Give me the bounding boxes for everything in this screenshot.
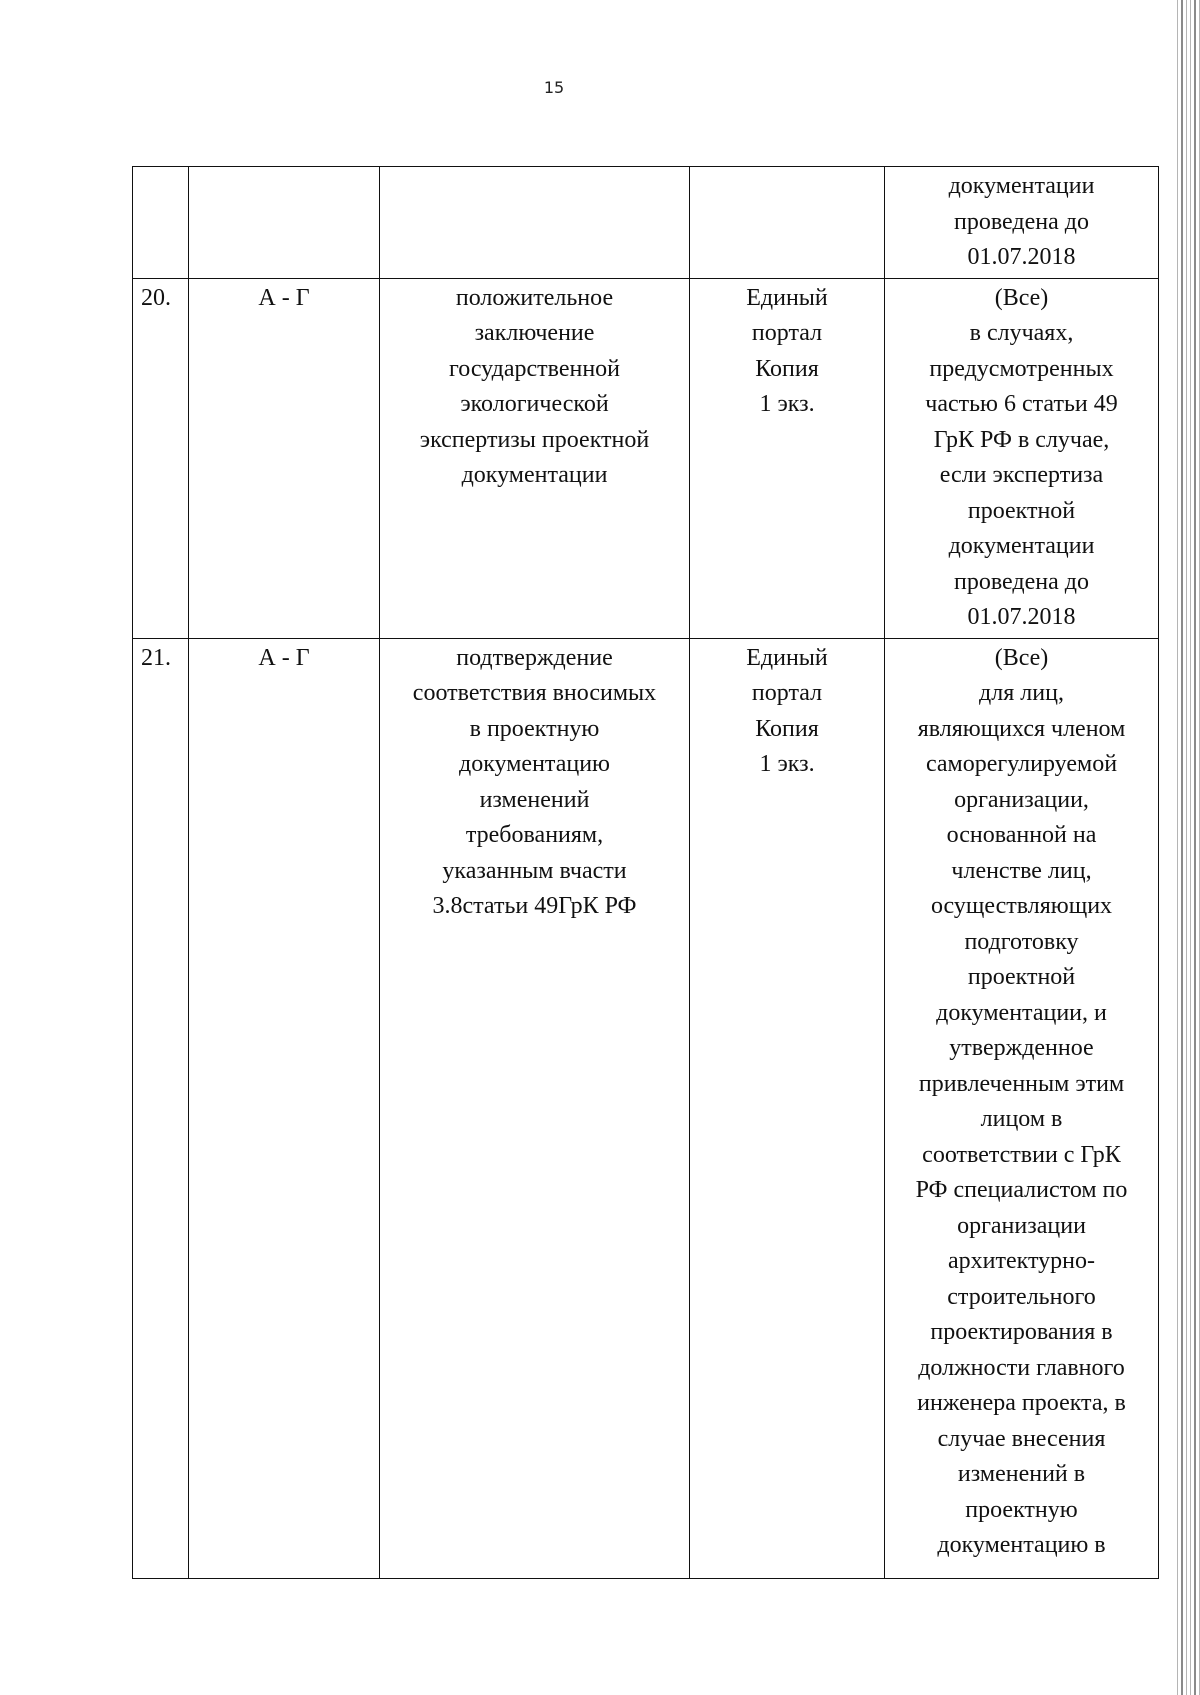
scan-edge-lines xyxy=(1162,0,1200,1695)
condition-cell: (Все) для лиц, являющихся членом саморегулируемой организации, основанной на членстве лиц, осуществляющих подготовку проектной документации, и утвержденное привлеченным этим лицом в соответствии с ГрК РФ специалистом по организации архитектурно- строительного проектирования в должности главного инженера проекта, в случае внесения изменений в проектную документацию в xyxy=(885,638,1159,1578)
row-number-cell: 20. xyxy=(133,278,189,638)
document-name-cell: подтверждение соответствия вносимых в проектную документацию изменений требованиям, указанным вчасти 3.8статьи 49ГрК РФ xyxy=(380,638,690,1578)
applicant-category-cell: А - Г xyxy=(189,278,380,638)
document-table xyxy=(132,166,1159,1579)
table-row xyxy=(133,167,1159,279)
scan-edge-line xyxy=(1190,0,1191,1695)
document-name-cell: положительное заключение государственной экологической экспертизы проектной документации xyxy=(380,278,690,638)
table-row xyxy=(133,638,1159,1578)
submission-form-cell: Единый портал Копия 1 экз. xyxy=(690,638,885,1578)
row-number-cell: 21. xyxy=(133,638,189,1578)
submission-form-cell: Единый портал Копия 1 экз. xyxy=(690,278,885,638)
applicant-category-cell xyxy=(189,167,380,279)
document-name-cell xyxy=(380,167,690,279)
condition-cell: документации проведена до 01.07.2018 xyxy=(885,167,1159,279)
scan-edge-line xyxy=(1181,0,1183,1695)
scan-edge-line xyxy=(1194,0,1196,1695)
scan-edge-line xyxy=(1177,0,1178,1695)
submission-form-cell xyxy=(690,167,885,279)
table-row xyxy=(133,278,1159,638)
applicant-category-cell: А - Г xyxy=(189,638,380,1578)
page-number: 15 xyxy=(543,78,565,97)
row-number-cell xyxy=(133,167,189,279)
condition-cell: (Все) в случаях, предусмотренных частью 6 статьи 49 ГрК РФ в случае, если экспертиза проектной документации проведена до 01.07.2018 xyxy=(885,278,1159,638)
scan-edge-line xyxy=(1186,0,1187,1695)
